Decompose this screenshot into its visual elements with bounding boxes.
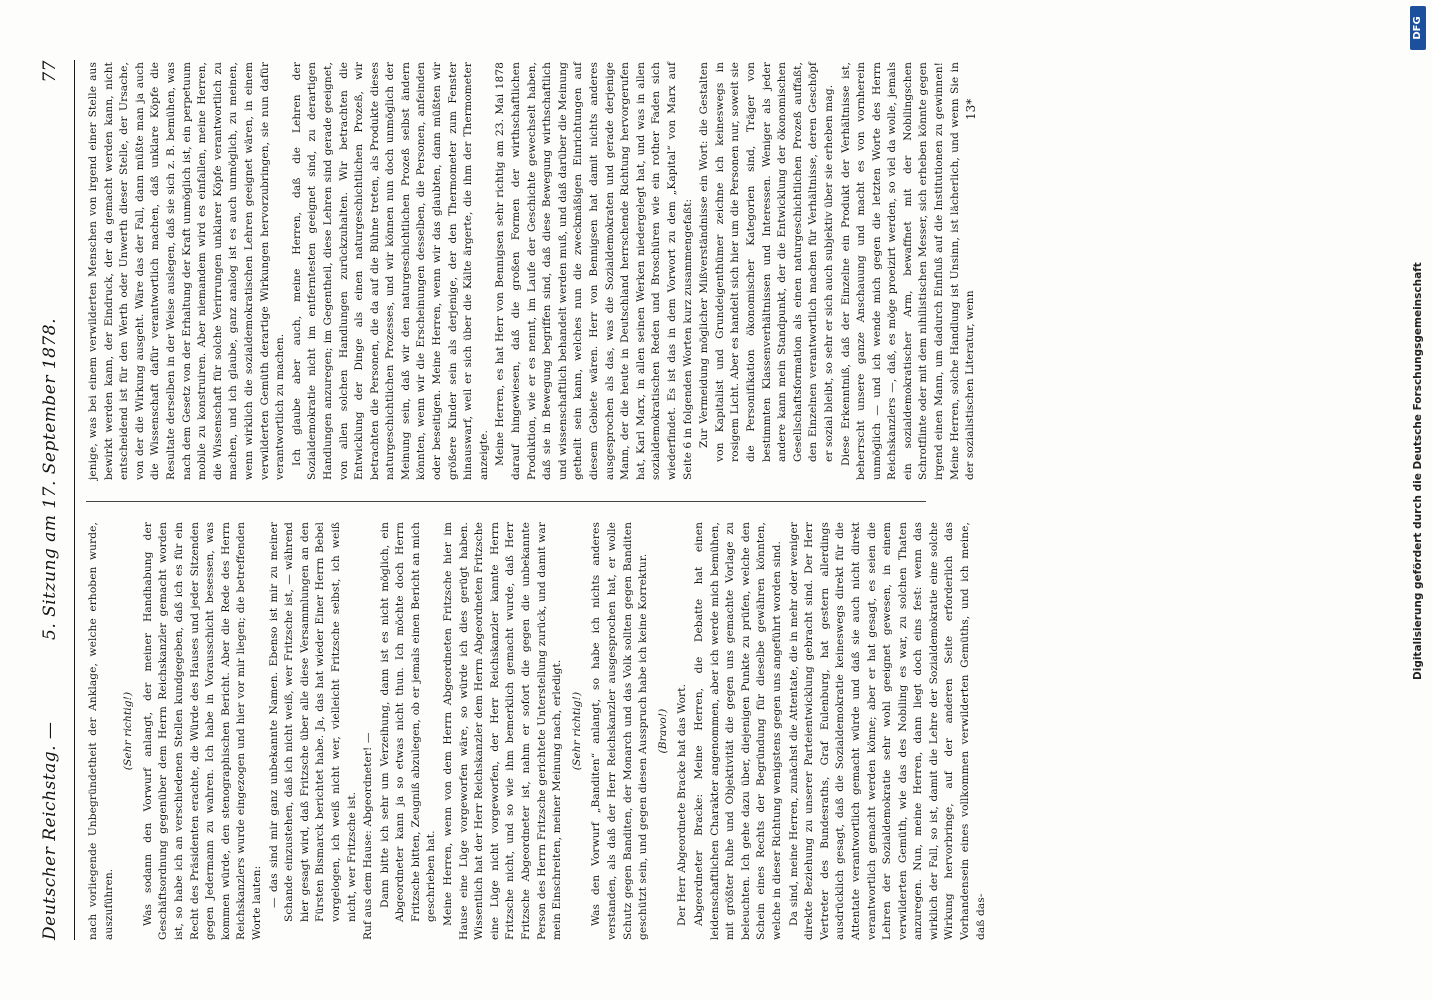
dfg-logo: DFG xyxy=(1410,6,1426,50)
left-column xyxy=(86,522,987,940)
page-number: 77 xyxy=(40,60,60,83)
interjection: (Sehr richtig!) xyxy=(122,691,135,771)
interjection: (Bravo!) xyxy=(656,708,669,754)
quotation: Zur Vermeidung möglicher Mißverständnisse ein Wort: die Gestalten von Kapitalist und Grundeigenthümer zeichne ich keineswegs in rosigem Licht. Aber es handelt sich hier um die Personen nur, soweit sie die Personifikation ökonomischer Kategorien sind, Träger von bestimmten Klassenverhältnissen und Interessen. Weniger als jeder andere kann mein Standpunkt, der die Entwicklung der ökonomischen Gesellschaftsformation als einen naturgeschichtlichen Prozeß auffaßt, den Einzelnen verantwortlich machen für Verhältnisse, deren Geschöpf er sozial bleibt, so sehr er sich auch subjektiv über sie erheben mag. xyxy=(698,62,835,462)
header-center: 5. Sitzung am 17. September 1878. xyxy=(40,317,60,640)
side-note xyxy=(1400,0,1432,1000)
paragraph: Was sodann den Vorwurf anlangt, der meiner Handhabung der Geschäftsordnung gegenüber dem Herrn Reichskanzler gemacht worden ist, so habe ich an verschiedenen Stellen kundgegeben, daß ich es für ein Recht des Präsidenten erachte, die Würde des Hauses und jeder Sitzenden gegen Jedermann zu wahren. Ich habe in Vorausschicht besessen, was kommen würde, den stenographischen Bericht. Aber die Rede des Herrn Reichskanzlers wurde eingezogen und hier vor mir liegen; die betreffenden Worte lauten: xyxy=(141,522,263,940)
paragraph: Meine Herren, es hat Herr von Bennigsen sehr richtig am 23. Mai 1878 darauf hingewiesen, daß die großen Formen der wirthschaftlichen Produktion, wie er es nennt, im Laufe der Geschichte gewechselt haben, daß sie in Bewegung begriffen sind, daß diese Bewegung wirthschaftlich und wissenschaftlich behandelt werden muß, und daß darüber die Meinung getheilt sein kann, welches nun die zweckmäßigen Einrichtungen auf diesem Gebiete wären. Herr von Bennigsen hat damit nichts anderes ausgesprochen als das, was die Sozialdemokraten und gerade derjenige Mann, der die heute in Deutschland herrschende Richtung hervorgerufen hat, Karl Marx, in allen seinen Werken niedergelegt hat, und was in allen sozialdemokratischen Reden und Broschüren wie ein rother Faden sich wiederfindet. Es ist das in dem Vorwort zu dem „Kapital“ von Marx auf Seite 6 in folgenden Worten kurz zusammengefaßt: xyxy=(494,62,694,480)
paragraph: Diese Erkenntniß, daß der Einzelne ein Produkt der Verhältnisse ist, beherrscht unsere ganze Anschauung und macht es von vornherein unmöglich — und ich wende mich gegen die letzten Worte des Herrn Reichskanzlers —, daß, es möge proeizirt werden, so viel da wolle, jemals ein sozialdemokratischer Arm, bewaffnet mit der Nobilingschen Schrotflinte oder mit dem nihilistischen Messer, sich erheben könnte gegen irgend einen Mann, um dadurch Einfluß auf die Institutionen zu gewinnen! Meine Herren, solche Handlung ist Unsinn, ist lächerlich, und wenn Sie in der sozialistischen Literatur, wenn xyxy=(839,62,977,480)
interjection: (Sehr richtig!) xyxy=(570,691,583,771)
funding-note: Digitalisierung gefördert durch die Deutsche Forschungsgemeinschaft xyxy=(1412,262,1424,680)
right-column xyxy=(86,62,982,480)
quotation: Dann bitte ich sehr um Verzeihung, dann ist es nicht möglich, ein Abgeordneter kann ja so etwas nicht thun. Ich möchte doch Herrn Fritzsche bitten, Zeugniß abzulegen, ob er jemals einen Bericht an mich geschrieben hat. xyxy=(378,522,438,922)
paragraph: jenige, was bei einem verwilderten Menschen von irgend einer Stelle aus bewirkt werden kann, der Eindruck, der da gemacht werden kann, nicht entscheidend ist für den Werth oder Unwerth dieser Stelle, der Ursache, von der die Wirkung ausgeht. Wäre das der Fall, dann müßte man ja auch die Wissenschaft dafür verantwortlich machen, daß unklare Köpfe die Resultate derselben in der Weise auslegen, daß sie sich z. B. bemühen, was nach dem Gesetz von der Erhaltung der Kraft unmöglich ist, ein perpetuum mobile zu konstruiren. Aber niemandem wird es einfallen, meine Herren, die Wissenschaft für solche Verirrungen unklarer Köpfe verantwortlich zu machen, und ich glaube, ganz analog ist es auch unmöglich, zu meinen, wenn wirklich die sozialdemokratischen Lehren geeignet wären, in einem verwilderten Gemüth derartige Wirkungen hervorzubringen, sie nun dafür verantwortlich zu machen. xyxy=(87,62,287,480)
signature-mark: 13* xyxy=(964,98,978,120)
paragraph: Der Herr Abgeordnete Bracke hat das Wort. xyxy=(676,683,689,926)
interjection: Ruf aus dem Hause: Abgeordneter! — xyxy=(362,732,375,940)
quotation: — das sind mir ganz unbekannte Namen. Ebenso ist mir zu meiner Schande einzustehen, daß ich nicht weiß, wer Fritzsche ist, — während hier gesagt wird, daß Fritzsche über alle diese Versammlungen an den Fürsten Bismarck berichtet habe. Ja, das hat wieder Einer Herrn Bebel vorgelogen, ich weiß nicht wer, vielleicht Fritzsche selbst, ich weiß nicht, wer Fritzsche ist. xyxy=(267,522,358,922)
paragraph: Da sind, meine Herren, zunächst die Attentate, die in mehr oder weniger direkte Beziehung zu unserer Parteientwicklung gebracht sind. Der Herr Vertreter des Bundesraths, Graf Eulenburg, hat gestern allerdings ausdrücklich gesagt, daß die Sozialdemokratie keineswegs direkt für die Attentate verantwortlich gemacht würde und daß sie auch nicht direkt verantwortlich gemacht werden könne; aber er hat gesagt, es seien die Lehren der Sozialdemokratie sehr wohl geeignet gewesen, in einem verwilderten Gemüth, wie das des Nobiling es war, zu solchen Thaten anzuregen. Nun, meine Herren, dann liegt doch eins fest: wenn das wirklich der Fall, so ist, damit die Lehre der Sozialdemokratie eine solche Wirkung hervorbringe, auf der anderen Seite erforderlich das Vorhandensein eines vollkommen verwilderten Gemüths, und ich meine, daß das- xyxy=(787,522,987,940)
paragraph: Was den Vorwurf „Banditen“ anlangt, so habe ich nichts anderes verstanden, als daß der Herr Reichskanzler ausgesprochen hat, er wolle Schutz gegen Banditen, der Monarch und das Volk sollten gegen Banditen geschützt sein, und gegen diesen Ausspruch habe ich keine Korrektur. xyxy=(590,522,650,940)
paragraph: Abgeordneter Bracke: Meine Herren, die Debatte hat einen leidenschaftlichen Charakter angenommen, aber ich werde mich bemühen, mit größter Ruhe und Objektivität die gegen uns gemachte Vorlage zu beleuchten. Ich gehe dazu über, diejenigen Punkte zu prüfen, welche den Schein eines Rechts der Begründung für dieselbe gewähren könnten, welche in dieser Richtung wenigstens gegen uns angeführt worden sind. xyxy=(692,522,783,940)
paragraph: Ich glaube aber auch, meine Herren, daß die Lehren der Sozialdemokratie nicht im entferntesten geeignet sind, zu derartigen Handlungen anzuregen; im Gegentheil, diese Lehren sind gerade geeignet, von allen solchen Handlungen zurückzuhalten. Wir betrachten die Entwicklung der Dinge als einen naturgeschichtlichen Prozeß, wir betrachten die Personen, die da auf die Bühne treten, als Produkte dieses naturgeschichtlichen Prozesses, und wir können nun doch unmöglich der Meinung sein, daß wir den naturgeschichtlichen Prozeß selbst ändern könnten, wenn wir die Erscheinungen desselben, die Personen, anfeinden oder beseitigen. Meine Herren, wenn wir das glaubten, dann müßten wir größere Kinder sein als derjenige, der den Thermometer zum Fenster hinauswarf, weil er sich über die Kälte ärgerte, die ihm der Thermometer anzeigte. xyxy=(290,62,490,480)
paragraph: Meine Herren, wenn von dem Herrn Abgeordneten Fritzsche hier im Hause eine Lüge vorgeworfen wäre, so würde ich dies gerügt haben. Wissentlich hat der Herr Reichskanzler dem Herrn Abgeordneten Fritzsche eine Lüge nicht vorgeworfen, der Herr Reichskanzler kannte Herrn Fritzsche nicht, und so wie ihm bemerklich gemacht wurde, daß Herr Fritzsche Abgeordneter ist, nahm er sofort die gegen die unbekannte Person des Herrn Fritzsche gerichtete Unterstellung zurück, und damit war mein Einschreiten, meiner Meinung nach, erledigt. xyxy=(442,522,564,940)
header-left: Deutscher Reichstag. — xyxy=(40,721,60,940)
paragraph: nach vorliegende Unbegründetheit der Anklage, welche erhoben wurde, auszuführen. xyxy=(87,522,115,940)
column-divider xyxy=(86,501,926,502)
page-header xyxy=(30,60,75,940)
